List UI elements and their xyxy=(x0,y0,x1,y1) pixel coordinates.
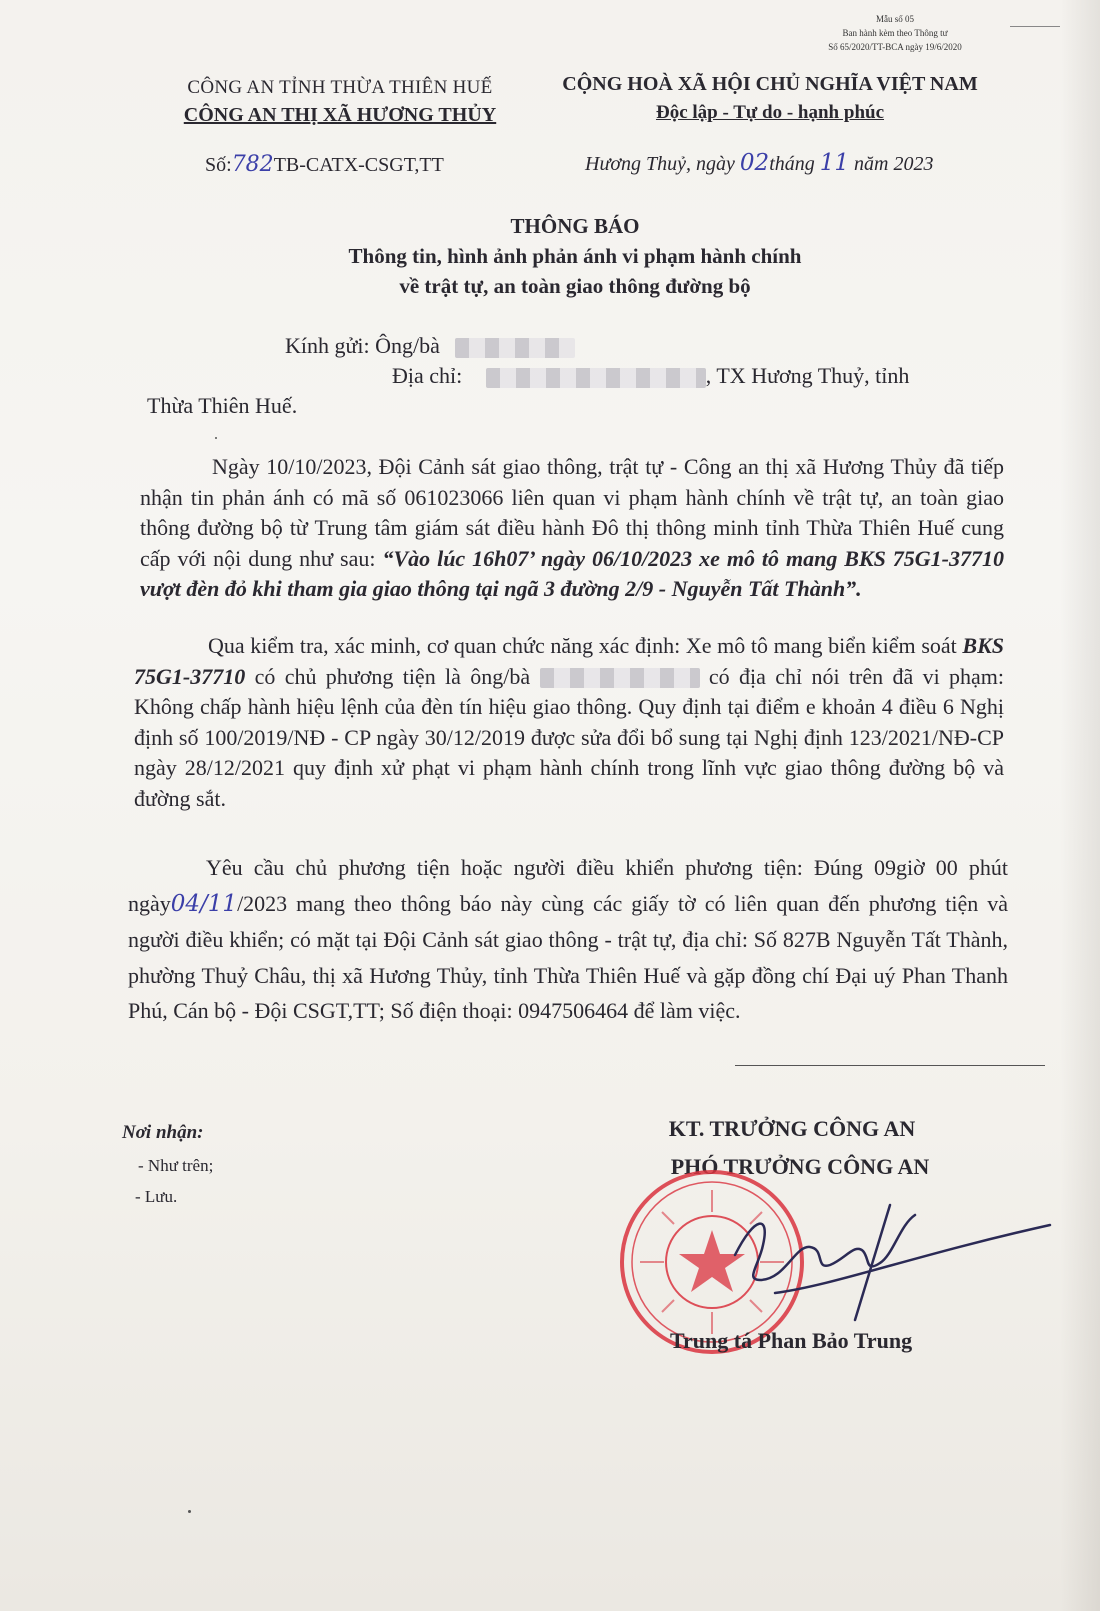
closing-rule xyxy=(735,1065,1045,1066)
signature-title-1: KT. TRƯỞNG CÔNG AN xyxy=(668,1116,916,1141)
nation-motto-text: Độc lập - Tự do - hạnh phúc xyxy=(655,102,885,123)
form-note-line2: Ban hành kèm theo Thông tư xyxy=(842,28,948,38)
issue-date xyxy=(585,150,933,176)
document-title: THÔNG BÁO xyxy=(510,214,640,238)
reference-number xyxy=(205,152,444,177)
form-note xyxy=(800,12,990,54)
ref-handwritten-number: 782 xyxy=(231,152,274,177)
address-tail: , TX Hương Thuỷ, tỉnh xyxy=(705,363,910,388)
appointment-date-handwritten: 04/11 xyxy=(170,890,238,917)
nation-title: CỘNG HOÀ XÃ HỘI CHỦ NGHĨA VIỆT NAM xyxy=(562,73,978,95)
paragraph-3-text: /2023 mang theo thông báo này cùng các giấy tờ có liên quan đến phương tiện và người điều khiển; có mặt tại Đội Cảnh sát giao thông - trật tự, địa chỉ: Số 827B Nguyễn Tất Thành, phường Thuỷ Châu, thị xã Hương Thủy, tỉnh Thừa Thiên Huế và gặp đồng chí Đại uý Phan Thanh Phú, Cán bộ - Đội CSGT,TT; Số điện thoại: 0947506464 để làm việc. xyxy=(128,890,1008,1023)
document-subtitle-1: Thông tin, hình ảnh phản ánh vi phạm hành chính xyxy=(348,244,802,268)
nation-motto xyxy=(540,102,1000,124)
ref-suffix: TB-CATX-CSGT,TT xyxy=(273,154,444,176)
page-speck xyxy=(215,437,217,439)
salutation-text: Kính gửi: Ông/bà xyxy=(285,333,440,358)
ref-prefix: Số: xyxy=(205,154,232,176)
corner-mark xyxy=(1010,26,1060,27)
address-label: Địa chỉ: xyxy=(392,363,463,388)
document-subtitle-2-text: về trật tự, an toàn giao thông đường bộ xyxy=(399,274,751,298)
date-month-label: tháng xyxy=(769,153,815,175)
paragraph-1 xyxy=(140,452,1004,605)
license-plate: BKS 75G1-37710 xyxy=(134,633,1005,689)
date-year: năm 2023 xyxy=(854,153,934,175)
signer-name: Trung tá Phan Bảo Trung xyxy=(670,1328,913,1353)
handwritten-signature xyxy=(715,1185,1055,1325)
date-place: Hương Thuỷ, ngày xyxy=(585,153,735,175)
redacted-owner xyxy=(540,668,700,688)
paragraph-2-text: có địa chỉ nói trên đã vi phạm: Không chấp hành hiệu lệnh của đèn tín hiệu giao thông. Quy định tại điểm e khoản 4 điều 6 Nghị định số 100/2019/NĐ - CP ngày 30/12/2019 được sửa đổi bổ sung tại Nghị định 123/2021/NĐ-CP ngày 28/12/2021 quy định xử phạt vi phạm hành chính trong lĩnh vực giao thông đường bộ và đường sắt. xyxy=(134,663,1005,811)
page-speck xyxy=(188,1510,191,1513)
paragraph-3-intro: Yêu cầu chủ phương tiện hoặc người điều khiển phương tiện: Đúng 09giờ 00 phút ngày xyxy=(128,855,1008,916)
form-note-line3: Số 65/2020/TT-BCA ngày 19/6/2020 xyxy=(828,42,962,52)
paragraph-1-text: Ngày 10/10/2023, Đội Cảnh sát giao thông, trật tự - Công an thị xã Hương Thủy đã tiếp nhận tin phản ánh có mã số 061023066 liên quan vi phạm hành chính về trật tự, an toàn giao thông đường bộ từ Trung tâm giám sát điều hành Đô thị thông minh tỉnh Thừa Thiên Huế cung cấp với nội dung như sau: xyxy=(140,454,1004,571)
redacted-address xyxy=(486,368,706,388)
form-note-line1: Mẫu số 05 xyxy=(876,14,914,24)
date-month: 11 xyxy=(819,150,850,176)
redacted-name xyxy=(455,338,575,358)
signature-title-2: PHÓ TRƯỞNG CÔNG AN xyxy=(670,1154,930,1179)
document-subtitle-2 xyxy=(0,274,1100,299)
paragraph-3 xyxy=(128,850,1008,1029)
address-line-2: Thừa Thiên Huế. xyxy=(147,393,298,418)
paragraph-2 xyxy=(134,631,1004,814)
org-name-text: CÔNG AN THỊ XÃ HƯƠNG THỦY xyxy=(183,104,497,126)
paragraph-2-intro: Qua kiểm tra, xác minh, cơ quan chức năng xác định: Xe mô tô mang biển kiểm soát xyxy=(208,633,957,658)
violation-quote: “Vào lúc 16h07’ ngày 06/10/2023 xe mô tô mang BKS 75G1-37710 vượt đèn đỏ khi tham gia giao thông tại ngã 3 đường 2/9 - Nguyễn Tất Thành”. xyxy=(140,545,1005,601)
address xyxy=(392,361,909,391)
paragraph-2-owner: có chủ phương tiện là ông/bà xyxy=(254,663,531,689)
salutation xyxy=(285,331,575,361)
org-name xyxy=(150,104,530,127)
date-day: 02 xyxy=(739,150,770,176)
receiver-item: - Lưu. xyxy=(135,1187,178,1206)
org-parent: CÔNG AN TỈNH THỪA THIÊN HUẾ xyxy=(187,77,493,98)
receiver-item: - Như trên; xyxy=(138,1156,214,1175)
receivers-heading: Nơi nhận: xyxy=(122,1122,204,1143)
